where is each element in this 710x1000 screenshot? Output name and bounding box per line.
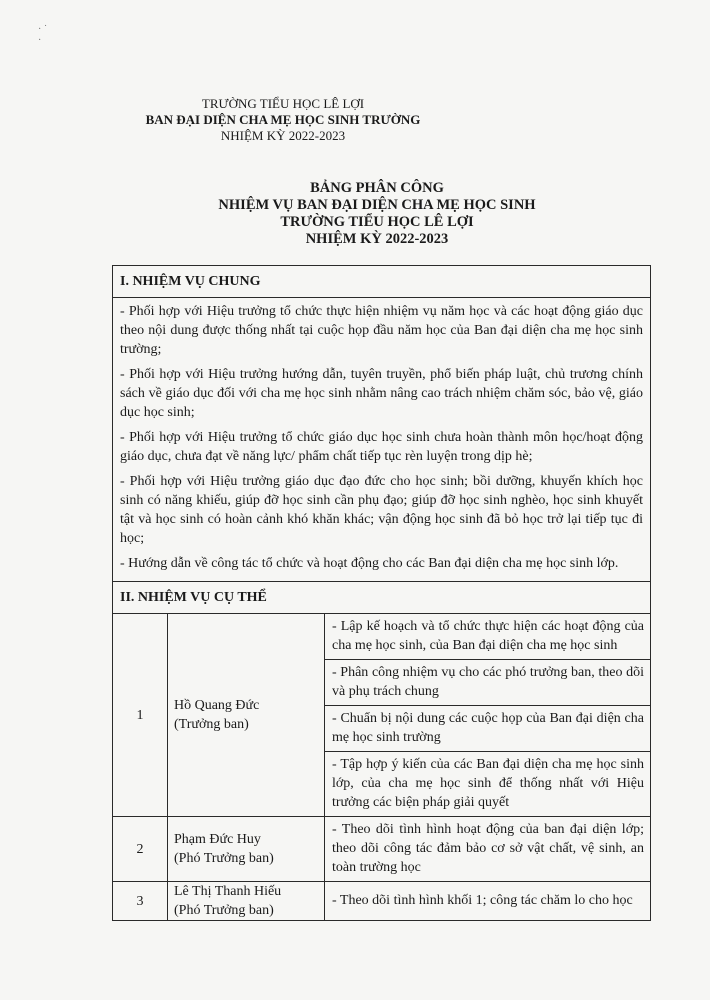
document-title (0, 180, 710, 248)
title-line-1: BẢNG PHÂN CÔNG (310, 180, 444, 196)
member-name: Lê Thị Thanh Hiếu (174, 884, 282, 899)
section-1-content-row (113, 298, 651, 582)
title-line-3: TRƯỜNG TIỂU HỌC LÊ LỢI (280, 214, 474, 230)
task-cell (325, 817, 651, 882)
term: NHIỆM KỲ 2022-2023 (220, 128, 346, 143)
section-1-heading-row (113, 266, 651, 298)
member-cell (168, 817, 325, 882)
school-name: TRƯỜNG TIỂU HỌC LÊ LỢI (201, 96, 365, 111)
member-role: (Trưởng ban) (174, 717, 249, 732)
task-cell (325, 882, 651, 921)
member-name: Hồ Quang Đức (174, 698, 260, 713)
row-number: 1 (113, 614, 168, 817)
member-role: (Phó Trưởng ban) (174, 851, 274, 866)
assignment-table (112, 265, 651, 921)
general-duty-item: - Hướng dẫn về công tác tổ chức và hoạt động cho các Ban đại diện cha mẹ học sinh lớp. (120, 556, 619, 571)
task-item: - Tập hợp ý kiến của các Ban đại diện cha mẹ học sinh lớp, của cha mẹ học sinh để thống nhất với Hiệu trưởng các biện pháp giải quyết (325, 751, 650, 816)
task-item: - Theo dõi tình hình khối 1; công tác chăm lo cho học (332, 893, 633, 908)
document-header (118, 96, 448, 144)
section-1-heading: I. NHIỆM VỤ CHUNG (113, 266, 651, 298)
table-row (113, 817, 651, 882)
board-name: BAN ĐẠI DIỆN CHA MẸ HỌC SINH TRƯỜNG (145, 112, 421, 127)
member-name: Phạm Đức Huy (174, 832, 261, 847)
task-item: - Chuẩn bị nội dung các cuộc họp của Ban đại diện cha mẹ học sinh trường (325, 705, 650, 751)
task-item: - Theo dõi tình hình hoạt động của ban đại diện lớp; theo dõi công tác đảm bảo cơ sở vật chất, vệ sinh, an toàn trường học (332, 822, 644, 875)
general-duty-item: - Phối hợp với Hiệu trưởng tổ chức giáo dục học sinh chưa hoàn thành môn học/hoạt động giáo dục, chưa đạt về năng lực/ phẩm chất tiếp tục rèn luyện trong dịp hè; (120, 430, 643, 464)
general-duty-item: - Phối hợp với Hiệu trưởng giáo dục đạo đức cho học sinh; bồi dưỡng, khuyến khích học sinh có năng khiếu, giúp đỡ học sinh cần phụ đạo; giúp đỡ học sinh nghèo, học sinh khuyết tật và học sinh có hoàn cảnh khó khăn khác; vận động học sinh đã bỏ học trở lại tiếp tục đi học; (120, 474, 643, 546)
member-cell (168, 614, 325, 817)
table-row (113, 614, 651, 817)
task-item: - Phân công nhiệm vụ cho các phó trưởng ban, theo dõi và phụ trách chung (325, 659, 650, 705)
task-item: - Lập kế hoạch và tổ chức thực hiện các hoạt động của cha mẹ học sinh, của Ban đại diện cha mẹ học sinh (332, 619, 644, 653)
table-row (113, 882, 651, 921)
section-2-heading-row (113, 582, 651, 614)
row-number: 2 (113, 817, 168, 882)
title-line-2: NHIỆM VỤ BAN ĐẠI DIỆN CHA MẸ HỌC SINH (218, 197, 536, 213)
section-2-heading: II. NHIỆM VỤ CỤ THỂ (113, 582, 651, 614)
general-duty-item: - Phối hợp với Hiệu trưởng tổ chức thực hiện nhiệm vụ năm học và các hoạt động giáo dục theo nội dung được thống nhất tại cuộc họp đầu năm học của Ban đại diện cha mẹ học sinh trường; (120, 304, 643, 357)
general-duties (113, 298, 651, 582)
member-role: (Phó Trưởng ban) (174, 903, 274, 918)
general-duty-item: - Phối hợp với Hiệu trưởng hướng dẫn, tuyên truyền, phổ biến pháp luật, chủ trương chính sách về giáo dục đối với cha mẹ học sinh nhằm nâng cao trách nhiệm chăm sóc, bảo vệ, giáo dục học sinh; (120, 367, 643, 420)
scan-specks: · ˙ · (38, 24, 48, 46)
task-cell (325, 614, 651, 817)
member-cell (168, 882, 325, 921)
title-line-4: NHIỆM KỲ 2022-2023 (305, 231, 449, 247)
row-number: 3 (113, 882, 168, 921)
